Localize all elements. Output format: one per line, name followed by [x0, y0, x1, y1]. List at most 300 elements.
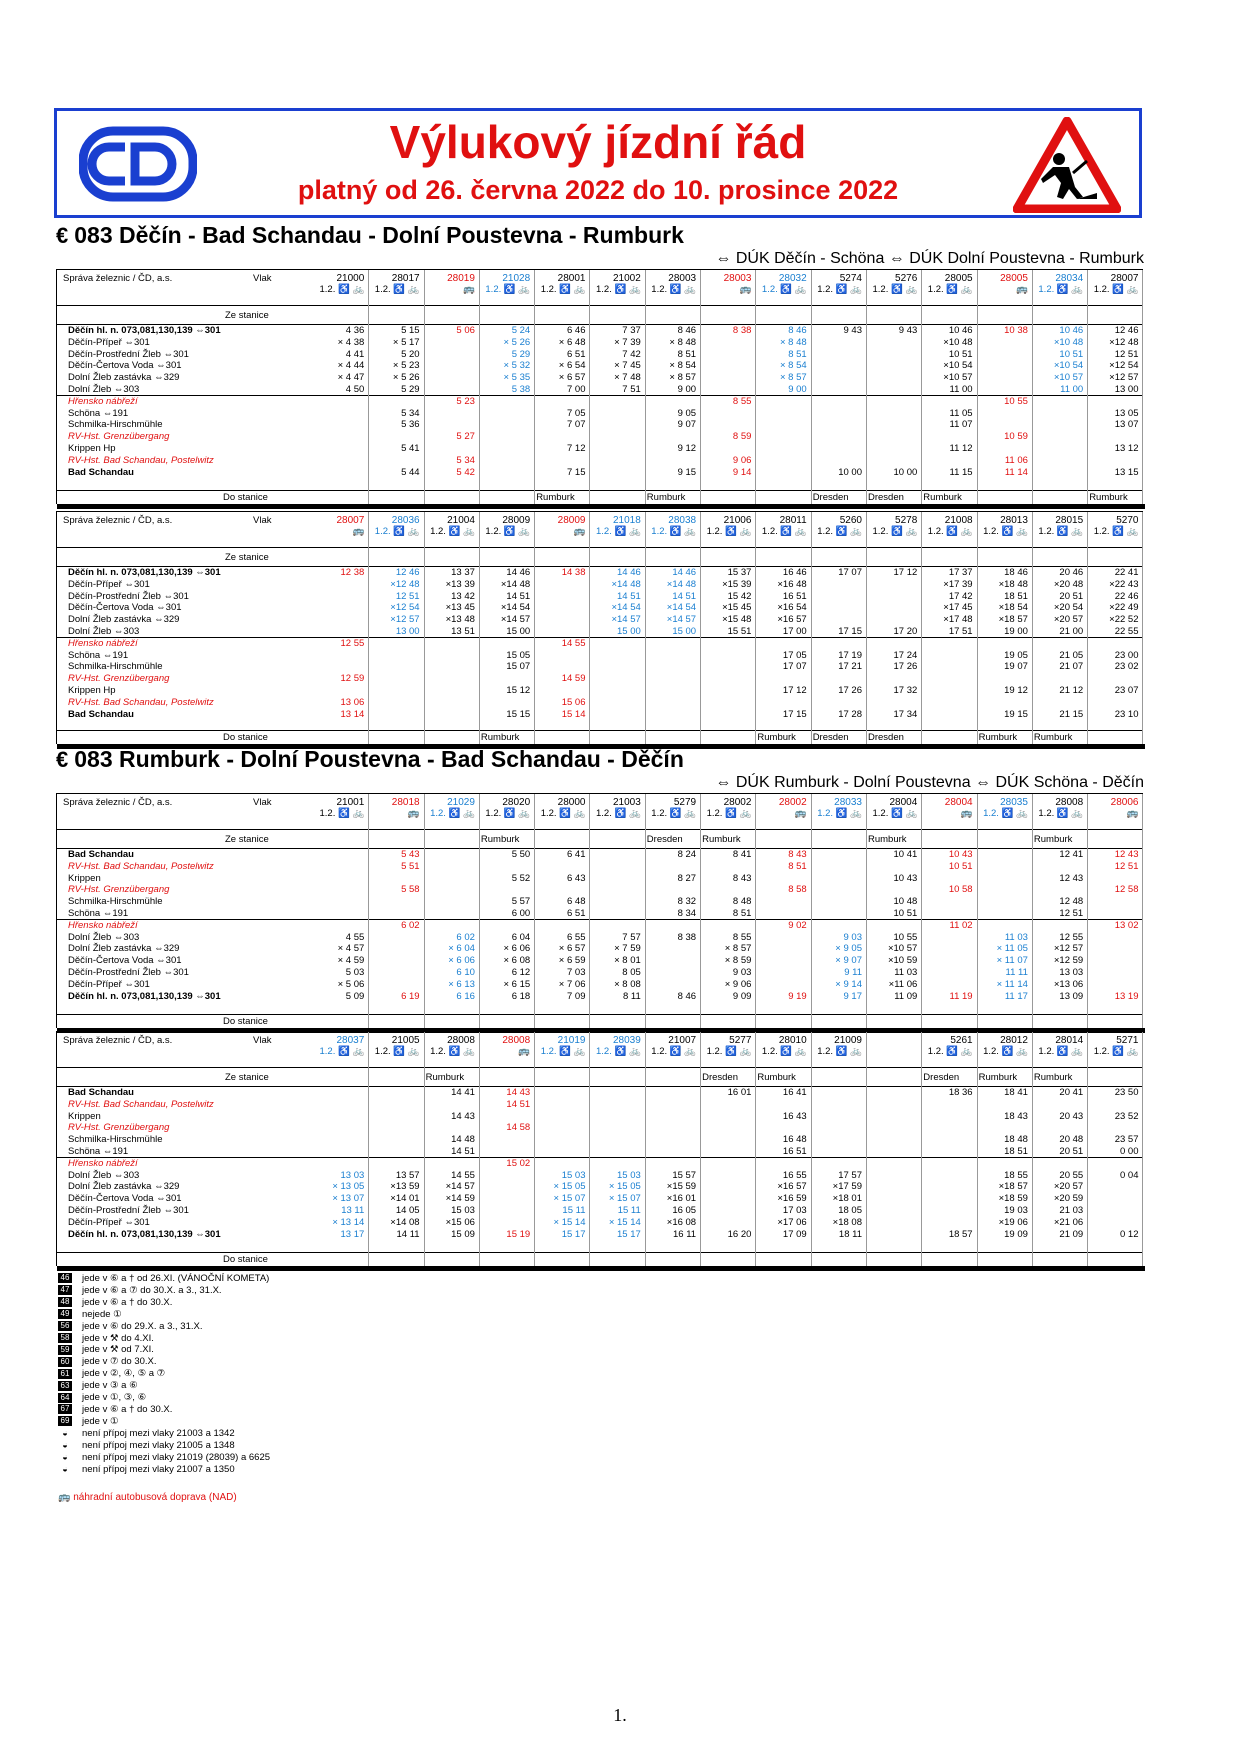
train-class: 1.2. ♿ 🚲 — [761, 1046, 807, 1057]
train-class: 🚌 — [739, 284, 752, 295]
train-number: 28006 — [1110, 797, 1139, 808]
train-number: 28035 — [1000, 797, 1028, 808]
train-times: 17 12 17 20 17 24 17 26 17 32 17 34 — [893, 567, 918, 720]
train-times: 5 15 × 5 17 5 20 × 5 23 × 5 26 5 29 5 34 5 36 5 41 5 44 — [392, 325, 420, 478]
station-name: RV-Hst. Bad Schandau, Postelwitz — [68, 860, 214, 872]
train-number: 28008 — [502, 1035, 531, 1046]
train-column — [424, 1032, 480, 1266]
duk-note-2: ⇔ DÚK Rumburk - Dolní Poustevna ⇔ DÚK Schöna - Děčín — [715, 774, 1144, 791]
station-name: Dolní Žleb zastávka ⇔329 — [68, 372, 180, 384]
train-number: 21007 — [668, 1035, 697, 1046]
train-number: 28003 — [668, 273, 697, 284]
train-times: 13 03 × 13 05 × 13 07 13 11 × 13 14 13 17 — [332, 1169, 365, 1240]
train-times: 8 41 8 43 8 48 8 51 8 55 × 8 57 × 8 59 9 03 × 9 06 9 09 — [724, 849, 752, 1002]
train-column — [921, 512, 977, 744]
train-class: 1.2. ♿ 🚲 — [1038, 1046, 1084, 1057]
train-class: 1.2. ♿ 🚲 — [319, 284, 365, 295]
roadworks-sign-icon — [1013, 117, 1121, 213]
train-terminus: Rumburk — [702, 834, 741, 845]
footnote-badge: 69 — [58, 1416, 72, 1426]
train-column — [755, 512, 811, 744]
train-class: 1.2. ♿ 🚲 — [596, 284, 641, 295]
station-name: RV-Hst. Grenzübergang — [68, 673, 170, 685]
page-title: Výlukový jízdní řád — [389, 116, 807, 168]
train-times: 13 37 ×13 39 13 42 ×13 45 ×13 48 13 51 — [445, 567, 475, 637]
vlak-label: Vlak — [253, 797, 272, 808]
station-name: Schöna ⇔191 — [68, 649, 129, 661]
footnote-item — [58, 1392, 270, 1404]
train-number: 28002 — [778, 797, 807, 808]
train-number: 28007 — [336, 515, 365, 526]
footnote-badge: 48 — [58, 1297, 72, 1307]
train-class: 1.2. ♿ 🚲 — [651, 284, 697, 295]
train-class: 1.2. ♿ 🚲 — [1093, 526, 1139, 537]
train-class: 1.2. ♿ 🚲 — [485, 284, 531, 295]
train-times: 14 46 ×14 48 14 51 ×14 54 ×14 57 15 00 15 05 15 07 15 12 15 15 — [500, 567, 531, 720]
train-class: 1.2. ♿ 🚲 — [540, 1046, 586, 1057]
footnote-badge: 47 — [58, 1285, 72, 1295]
train-class: 1.2. ♿ 🚲 — [761, 526, 807, 537]
train-terminus: Rumburk — [1089, 492, 1128, 503]
train-column — [534, 1032, 590, 1266]
train-column — [1032, 512, 1088, 744]
train-class: 1.2. ♿ 🚲 — [596, 808, 641, 819]
train-class: 🚌 — [794, 808, 807, 819]
station-name: Děčín hl. n. 073,081,130,139 ⇔301 — [68, 1228, 221, 1240]
vlak-label: Vlak — [253, 515, 272, 526]
train-column — [866, 794, 922, 1028]
train-times: 15 03 × 15 05 × 15 07 15 11 × 15 14 15 17 — [553, 1169, 586, 1240]
train-terminus: Rumburk — [757, 732, 796, 743]
train-class: 1.2. ♿ 🚲 — [706, 1046, 752, 1057]
footnote-text: jede v ⑥ do 29.X. a 3., 31.X. — [82, 1320, 203, 1332]
train-class: 1.2. ♿ 🚲 — [1093, 1046, 1139, 1057]
station-name: Krippen Hp — [68, 442, 116, 454]
do-stanice-label: Do stanice — [223, 1016, 268, 1027]
table-bottom-rule — [57, 1266, 1145, 1271]
train-times: 8 43 8 51 8 58 9 02 9 19 — [788, 849, 807, 1002]
station-list — [68, 1087, 221, 1240]
train-class: 1.2. ♿ 🚲 — [485, 526, 531, 537]
train-terminus: Dresden — [702, 1072, 739, 1083]
footnote-text: jede v ⑥ a † do 30.X. — [82, 1296, 173, 1308]
station-name: Děčín-Přípeř ⇔301 — [68, 336, 150, 348]
train-class: 1.2. ♿ 🚲 — [761, 284, 807, 295]
train-terminus: Rumburk — [536, 492, 575, 503]
train-column — [866, 512, 922, 744]
train-class: 1.2. ♿ 🚲 — [1038, 526, 1084, 537]
footnote-text: jede v ① — [82, 1415, 119, 1427]
train-class: 1.2. ♿ 🚲 — [596, 526, 641, 537]
train-number: 21005 — [391, 1035, 420, 1046]
connection-note-text: není přípoj mezi vlaky 21003 a 1342 — [82, 1427, 235, 1439]
footnote-badge: 63 — [58, 1381, 72, 1391]
station-name: Dolní Žleb ⇔303 — [68, 383, 140, 395]
nad-note: 🚌 náhradní autobusová doprava (NAD) — [58, 1492, 237, 1503]
station-name: Děčín-Čertova Voda ⇔301 — [68, 602, 182, 614]
station-name: Děčín hl. n. 073,081,130,139 ⇔301 — [68, 567, 221, 578]
train-number: 28002 — [723, 797, 752, 808]
train-column — [645, 270, 701, 504]
train-times: 14 46 ×14 48 14 51 ×14 54 ×14 57 15 00 — [611, 567, 641, 637]
train-number: 28015 — [1055, 515, 1084, 526]
station-name: Děčín-Přípeř ⇔301 — [68, 978, 150, 990]
station-list — [68, 567, 221, 720]
station-name: Bad Schandau — [68, 708, 134, 720]
footnote-text: nejede ① — [82, 1308, 122, 1320]
train-times: 8 46 × 8 48 8 51 × 8 54 × 8 57 9 00 — [780, 325, 807, 395]
train-number: 5276 — [895, 273, 918, 284]
train-class: 1.2. ♿ 🚲 — [872, 526, 918, 537]
train-number: 21008 — [944, 515, 973, 526]
train-column — [313, 270, 369, 504]
train-number: 5270 — [1116, 515, 1139, 526]
train-number: 28018 — [391, 797, 420, 808]
station-name: Hřensko nábřeží — [68, 637, 138, 649]
train-terminus: Rumburk — [978, 1072, 1018, 1083]
station-name: Děčín hl. n. 073,081,130,139 ⇔301 — [68, 990, 221, 1002]
train-times: 4 55 × 4 57 × 4 59 5 03 × 5 06 5 09 — [337, 931, 365, 1002]
station-name: Krippen — [68, 872, 101, 884]
timetable-1 — [56, 269, 1143, 504]
train-terminus: Rumburk — [923, 492, 962, 503]
train-class: 1.2. ♿ 🚲 — [927, 284, 973, 295]
train-times: 5 06 5 23 5 27 5 34 5 42 — [456, 325, 475, 478]
train-times: 4 36 × 4 38 4 41 × 4 44 × 4 47 4 50 — [337, 325, 365, 395]
train-terminus: Rumburk — [425, 1072, 465, 1083]
train-terminus: Rumburk — [480, 732, 520, 743]
station-name: Schmilka-Hirschmühle — [68, 419, 163, 431]
train-column — [755, 270, 811, 504]
station-name: Dolní Žleb zastávka ⇔329 — [68, 614, 180, 626]
train-column — [424, 270, 480, 504]
station-name: Krippen Hp — [68, 684, 116, 696]
station-name: Dolní Žleb zastávka ⇔329 — [68, 1181, 180, 1193]
train-class: 1.2. ♿ 🚲 — [1038, 808, 1084, 819]
train-number: 28001 — [557, 273, 586, 284]
train-times: 23 50 23 52 23 57 0 00 0 04 0 12 — [1114, 1087, 1139, 1240]
page-subtitle: platný od 26. června 2022 do 10. prosince 2022 — [297, 175, 899, 205]
train-number: 28004 — [944, 797, 973, 808]
connection-note — [58, 1440, 270, 1452]
train-number: 21004 — [447, 515, 475, 526]
train-terminus: Rumburk — [757, 1072, 796, 1083]
train-column — [590, 1032, 646, 1266]
train-column — [700, 1032, 756, 1266]
train-class: 1.2. ♿ 🚲 — [983, 526, 1028, 537]
train-class: 1.2. ♿ 🚲 — [319, 808, 365, 819]
station-name: Děčín-Přípeř ⇔301 — [68, 578, 150, 590]
footnote-text: jede v ①, ③, ⑥ — [82, 1392, 147, 1404]
train-class: 1.2. ♿ 🚲 — [485, 808, 531, 819]
connection-note-text: není přípoj mezi vlaky 21019 (28039) a 6625 — [82, 1451, 271, 1463]
train-column — [977, 270, 1033, 504]
station-name: Děčín-Čertova Voda ⇔301 — [68, 360, 182, 372]
train-number: 28020 — [502, 797, 531, 808]
train-column — [811, 270, 867, 504]
do-stanice-label: Do stanice — [223, 492, 268, 503]
train-column — [977, 1032, 1033, 1266]
train-times: 10 43 10 51 10 58 11 02 11 19 — [948, 849, 973, 1002]
train-column — [700, 512, 756, 744]
train-class: 🚌 — [407, 808, 420, 819]
station-name: Děčín-Prostřední Žleb ⇔301 — [68, 966, 189, 978]
ze-stanice-label: Ze stanice — [225, 1072, 269, 1083]
footnote-badge: 64 — [58, 1393, 72, 1403]
vlak-label: Vlak — [253, 1035, 272, 1046]
train-times: 14 43 14 51 14 58 15 02 15 19 — [506, 1087, 531, 1240]
ze-stanice-label: Ze stanice — [225, 834, 269, 845]
train-class: 1.2. ♿ 🚲 — [817, 284, 862, 295]
train-number: 28005 — [1000, 273, 1028, 284]
train-number: 21019 — [557, 1035, 586, 1046]
train-column — [811, 512, 867, 744]
train-column — [534, 794, 590, 1028]
train-times: 17 57 ×17 59 ×18 01 18 05 ×18 08 18 11 — [832, 1169, 862, 1240]
footnote-item — [58, 1333, 270, 1345]
train-number: 5279 — [673, 797, 697, 808]
footnote-item — [58, 1368, 270, 1380]
footnote-text: jede v ⚒ od 7.XI. — [82, 1344, 154, 1356]
station-name: Děčín-Čertova Voda ⇔301 — [68, 1193, 182, 1205]
train-terminus: Dresden — [812, 732, 849, 743]
footnote-text: jede v ③ a ⑥ — [82, 1380, 138, 1392]
footnote-item — [58, 1273, 270, 1285]
station-name: Děčín-Prostřední Žleb ⇔301 — [68, 590, 189, 602]
no-connection-icon: ◒ — [62, 1451, 68, 1463]
train-times: 9 43 10 00 — [838, 325, 862, 478]
train-class: 1.2. ♿ 🚲 — [817, 808, 862, 819]
station-name: Děčín-Prostřední Žleb ⇔301 — [68, 348, 189, 360]
train-column — [424, 512, 480, 744]
train-class: 1.2. ♿ 🚲 — [540, 808, 586, 819]
station-name: RV-Hst. Grenzübergang — [68, 884, 170, 896]
train-times: 18 41 18 43 18 48 18 51 18 55 ×18 57 ×18 59 19 03 ×19 06 19 09 — [998, 1087, 1028, 1240]
train-terminus: Dresden — [868, 492, 904, 503]
train-number: 28013 — [1000, 515, 1028, 526]
train-icon: € — [56, 747, 69, 772]
train-times: 5 50 5 52 5 57 6 00 6 04 × 6 06 × 6 08 6 12 × 6 15 6 18 — [503, 849, 531, 1002]
train-terminus: Dresden — [646, 834, 683, 845]
train-class: 🚌 — [518, 1046, 531, 1057]
train-number: 5274 — [839, 273, 862, 284]
train-number: 21009 — [834, 1035, 862, 1046]
page-number: 1. — [613, 1705, 627, 1725]
station-name: Schmilka-Hirschmühle — [68, 661, 163, 673]
train-times: 17 07 17 15 17 19 17 21 17 26 17 28 — [838, 567, 862, 720]
train-number: 28008 — [1055, 797, 1084, 808]
train-number: 28037 — [336, 1035, 365, 1046]
footnote-text: jede v ⑥ a ⑦ do 30.X. a 3., 31.X. — [82, 1284, 222, 1296]
train-times: 16 01 16 20 — [727, 1087, 752, 1240]
connection-note — [58, 1428, 270, 1440]
train-class: 🚌 — [463, 284, 475, 295]
connection-note-text: není přípoj mezi vlaky 21005 a 1348 — [82, 1439, 235, 1451]
train-column — [479, 270, 535, 504]
train-terminus: Rumburk — [978, 732, 1018, 743]
train-class: 1.2. ♿ 🚲 — [817, 1046, 862, 1057]
train-class: 🚌 — [352, 526, 365, 537]
train-column — [866, 1032, 922, 1266]
train-times: 12 46 ×12 48 12 51 ×12 54 ×12 57 13 00 — [390, 567, 420, 637]
train-times: 5 43 5 51 5 58 6 02 6 19 — [401, 849, 420, 1002]
train-class: 1.2. ♿ 🚲 — [817, 526, 862, 537]
train-class: 1.2. ♿ 🚲 — [374, 526, 420, 537]
train-times: 18 36 18 57 — [948, 1087, 973, 1240]
train-column — [645, 512, 701, 744]
station-name: Schmilka-Hirschmühle — [68, 1134, 163, 1146]
station-name: RV-Hst. Grenzübergang — [68, 1122, 170, 1134]
station-name: Děčín hl. n. 073,081,130,139 ⇔301 — [68, 325, 221, 336]
train-number: 28010 — [778, 1035, 807, 1046]
footnotes — [58, 1273, 270, 1475]
train-icon: € — [56, 223, 69, 248]
train-terminus: Dresden — [923, 1072, 960, 1083]
train-column — [534, 512, 590, 744]
station-name: RV-Hst. Bad Schandau, Postelwitz — [68, 1098, 214, 1110]
station-name: Děčín-Prostřední Žleb ⇔301 — [68, 1204, 189, 1216]
train-times: 9 43 10 00 — [893, 325, 918, 478]
station-name: Dolní Žleb ⇔303 — [68, 625, 140, 637]
train-times: 10 38 10 55 10 59 11 06 11 14 — [1004, 325, 1028, 478]
footnote-item — [58, 1285, 270, 1297]
train-number: 5278 — [895, 515, 918, 526]
train-column — [700, 794, 756, 1028]
train-class: 1.2. ♿ 🚲 — [1038, 284, 1084, 295]
train-times: 11 03 × 11 05 × 11 07 11 11 × 11 14 11 17 — [996, 931, 1028, 1002]
footnote-badge: 49 — [58, 1309, 72, 1319]
footnote-badge: 46 — [58, 1273, 72, 1283]
train-column — [645, 794, 701, 1028]
train-column — [921, 794, 977, 1028]
operator-label: Správa železnic / ČD, a.s. — [63, 1035, 173, 1046]
train-times: 15 37 ×15 39 15 42 ×15 45 ×15 48 15 51 — [722, 567, 752, 637]
footnote-item — [58, 1297, 270, 1309]
train-terminus: Dresden — [812, 492, 849, 503]
train-class: 1.2. ♿ 🚲 — [430, 1046, 475, 1057]
station-name: RV-Hst. Bad Schandau, Postelwitz — [68, 696, 214, 708]
train-column — [368, 1032, 424, 1266]
train-times: 8 46 × 8 48 8 51 × 8 54 × 8 57 9 00 9 05 9 07 9 12 9 15 — [669, 325, 697, 478]
train-column — [424, 794, 480, 1028]
footnote-text: jede v ②, ④, ⑤ a ⑦ — [82, 1368, 166, 1380]
train-column — [368, 794, 424, 1028]
station-name: Hřensko nábřeží — [68, 1157, 138, 1169]
train-number: 28014 — [1055, 1035, 1084, 1046]
section-title-1: € 083 Děčín - Bad Schandau - Dolní Poustevna - Rumburk — [56, 222, 684, 248]
train-column — [590, 512, 646, 744]
ze-stanice-label: Ze stanice — [225, 552, 269, 563]
operator-label: Správa železnic / ČD, a.s. — [63, 273, 173, 284]
train-times: 12 41 12 43 12 48 12 51 12 55 ×12 57 ×12 59 13 03 ×13 06 13 09 — [1053, 849, 1084, 1002]
train-column — [1087, 270, 1143, 504]
train-times: 7 37 × 7 39 7 42 × 7 45 × 7 48 7 51 — [614, 325, 641, 395]
train-terminus: Rumburk — [868, 834, 907, 845]
train-column — [866, 270, 922, 504]
train-number: 5260 — [839, 515, 862, 526]
no-connection-icon: ◒ — [62, 1427, 68, 1439]
train-terminus: Rumburk — [646, 492, 686, 503]
train-class: 1.2. ♿ 🚲 — [927, 1046, 973, 1057]
section-title-2: € 083 Rumburk - Dolní Poustevna - Bad Schandau - Děčín — [56, 746, 684, 772]
train-number: 28012 — [1000, 1035, 1028, 1046]
train-class: 1.2. ♿ 🚲 — [651, 526, 697, 537]
station-name: Hřensko nábřeží — [68, 919, 138, 931]
train-number: 28032 — [778, 273, 807, 284]
train-times: 9 03 × 9 05 × 9 07 9 11 × 9 14 9 17 — [835, 931, 862, 1002]
train-number: 21006 — [723, 515, 752, 526]
train-column — [368, 270, 424, 504]
train-class: 🚌 — [960, 808, 973, 819]
train-times: 15 03 × 15 05 × 15 07 15 11 × 15 14 15 17 — [608, 1169, 641, 1240]
train-number: 28038 — [668, 515, 697, 526]
timetable-3 — [56, 793, 1143, 1028]
station-list — [68, 325, 221, 478]
do-stanice-label: Do stanice — [223, 1254, 268, 1265]
station-name: Bad Schandau — [68, 466, 134, 478]
train-number: 28033 — [834, 797, 862, 808]
train-column — [313, 512, 369, 744]
footnote-badge: 58 — [58, 1333, 72, 1343]
train-terminus: Rumburk — [1033, 732, 1073, 743]
train-times: 10 46 ×10 48 10 51 ×10 54 ×10 57 11 00 — [1053, 325, 1084, 395]
train-column — [368, 512, 424, 744]
train-number: 28034 — [1055, 273, 1084, 284]
train-number: 28036 — [391, 515, 420, 526]
train-number: 28000 — [557, 797, 586, 808]
train-class: 1.2. ♿ 🚲 — [374, 284, 420, 295]
train-column — [590, 270, 646, 504]
train-class: 1.2. ♿ 🚲 — [1093, 284, 1139, 295]
train-times: 12 43 12 51 12 58 13 02 13 19 — [1114, 849, 1139, 1002]
station-name: Schmilka-Hirschmühle — [68, 896, 163, 908]
train-column — [811, 1032, 867, 1266]
train-number: 28005 — [944, 273, 973, 284]
train-times: 6 46 × 6 48 6 51 × 6 54 × 6 57 7 00 7 05 7 07 7 12 7 15 — [558, 325, 586, 478]
train-class: 1.2. ♿ 🚲 — [596, 1046, 641, 1057]
train-column — [1087, 794, 1143, 1028]
footnote-badge: 56 — [58, 1321, 72, 1331]
train-column — [313, 1032, 369, 1266]
train-class: 🚌 — [1016, 284, 1028, 295]
footnote-item — [58, 1321, 270, 1333]
train-times: 14 38 14 55 14 59 15 06 15 14 — [561, 567, 586, 720]
train-class: 1.2. ♿ 🚲 — [319, 1046, 365, 1057]
train-column — [479, 794, 535, 1028]
train-number: 28009 — [502, 515, 531, 526]
table-bottom-rule — [57, 504, 1145, 509]
train-times: 6 02 × 6 04 × 6 06 6 10 × 6 13 6 16 — [448, 931, 475, 1002]
station-name: Hřensko nábřeží — [68, 395, 138, 407]
train-class: 🚌 — [1126, 808, 1139, 819]
operator-label: Správa železnic / ČD, a.s. — [63, 797, 173, 808]
footnote-item — [58, 1344, 270, 1356]
train-times: 17 37 ×17 39 17 42 ×17 45 ×17 48 17 51 — [943, 567, 973, 637]
train-times: 18 46 ×18 48 18 51 ×18 54 ×18 57 19 00 19 05 19 07 19 12 19 15 — [998, 567, 1028, 720]
train-class: 1.2. ♿ 🚲 — [927, 526, 973, 537]
train-times: 16 41 16 43 16 48 16 51 16 55 ×16 57 ×16 59 17 03 ×17 06 17 09 — [777, 1087, 807, 1240]
footnote-item — [58, 1309, 270, 1321]
train-times: 14 46 ×14 48 14 51 ×14 54 ×14 57 15 00 — [666, 567, 697, 637]
train-class: 1.2. ♿ 🚲 — [540, 284, 586, 295]
train-column — [921, 270, 977, 504]
station-name: RV-Hst. Grenzübergang — [68, 431, 170, 443]
train-number: 28017 — [391, 273, 420, 284]
timetable-4 — [56, 1031, 1143, 1266]
station-name: Bad Schandau — [68, 1087, 134, 1098]
train-class: 1.2. ♿ 🚲 — [872, 284, 918, 295]
footnote-text: jede v ⑦ do 30.X. — [82, 1356, 157, 1368]
